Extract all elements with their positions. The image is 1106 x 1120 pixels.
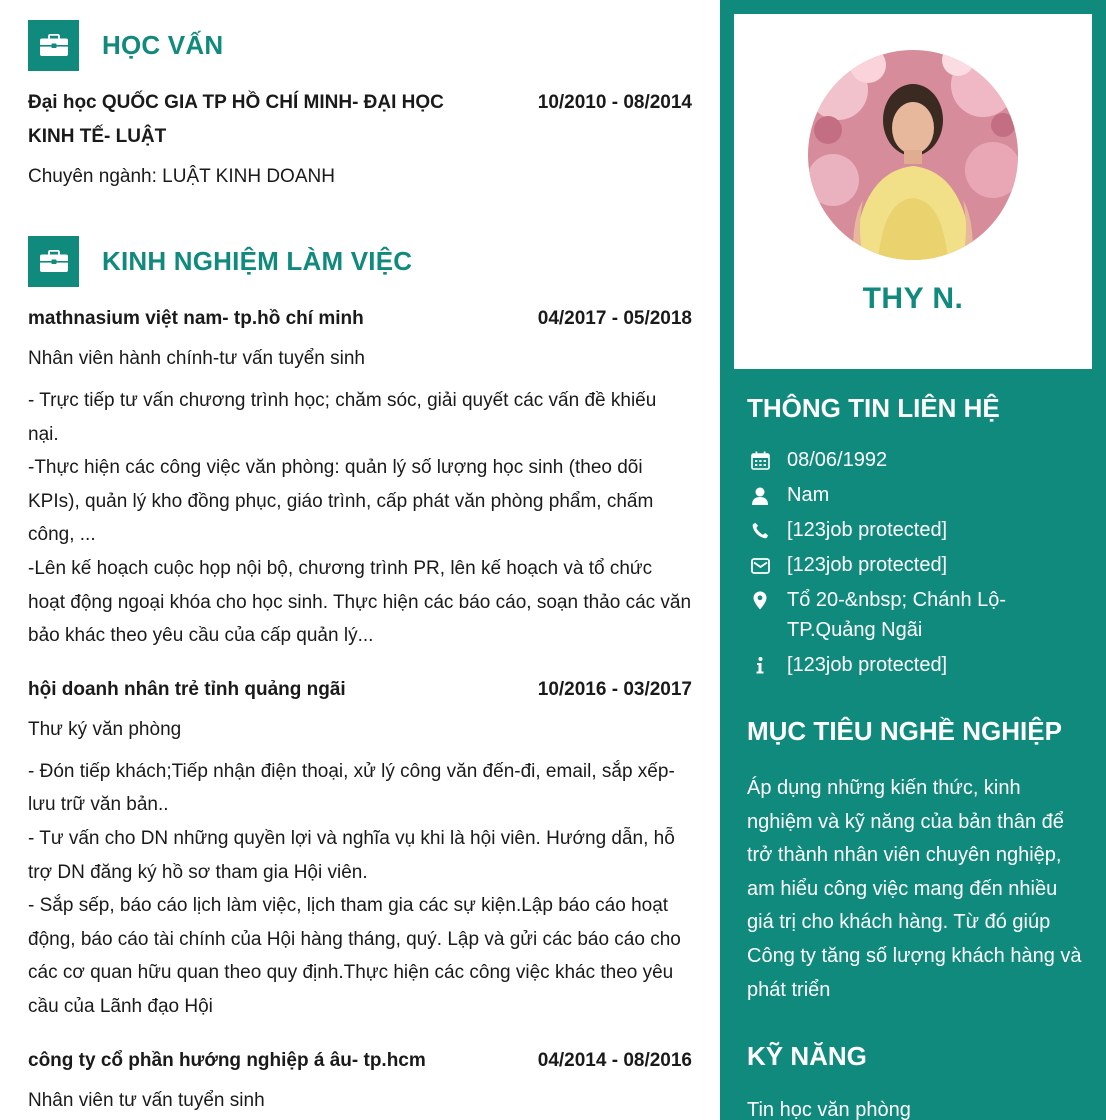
- user-icon: [750, 481, 770, 510]
- profile-card: [734, 14, 1092, 369]
- contact-item-email: [750, 551, 1090, 581]
- education-date: 10/2010 - 08/2014: [537, 92, 692, 113]
- contact-item-phone: [750, 516, 1090, 546]
- experience-company: công ty cổ phần hướng nghiệp á âu- tp.hcm: [28, 1049, 426, 1071]
- envelope-icon: [750, 551, 770, 580]
- experience-header: [28, 229, 692, 293]
- contact-list: [750, 446, 1090, 686]
- experience-title: KINH NGHIỆM LÀM VIỆC: [102, 245, 413, 276]
- info-icon: [750, 651, 770, 680]
- avatar: [808, 50, 1018, 260]
- education-school: Đại học QUỐC GIA TP HỒ CHÍ MINH- ĐẠI HỌC KINH TẾ- LUẬT: [28, 92, 444, 147]
- experience-section: [28, 229, 692, 1118]
- experience-position: Thư ký văn phòng: [28, 718, 182, 740]
- experience-position: Nhân viên hành chính-tư vấn tuyển sinh: [28, 348, 365, 369]
- contact-info: [123job protected]: [787, 653, 948, 676]
- education-entry-head: [28, 86, 692, 154]
- experience-description: - Đón tiếp khách;Tiếp nhận điện thoại, xử lý công văn đến-đi, email, sắp xếp-lưu trữ văn bản.. - Tư vấn cho DN những quyền lợi và nghĩa vụ khi là hội viên. Hướng dẫn, hỗ trợ DN đăng ký hồ sơ tham gia Hội viên. - Sắp sếp, báo cáo lịch làm việc, lịch tham gia các sự kiện.Lập báo cáo hoạt động, báo cáo tài chính của Hội hàng tháng, quý. Lập và gửi các báo cáo cho các cơ quan hữu quan theo quy định.Thực hiện các công việc khác theo yêu cầu của Lãnh đạo Hội: [28, 760, 681, 1017]
- briefcase-icon: [28, 20, 79, 71]
- contact-phone: [123job protected]: [787, 519, 948, 541]
- experience-entry: [28, 673, 692, 1024]
- phone-icon: [750, 516, 770, 545]
- experience-position: Nhân viên tư vấn tuyển sinh: [28, 1089, 265, 1111]
- experience-entry-head: [28, 673, 692, 707]
- objective-text: Áp dụng những kiến thức, kinh nghiệm và kỹ năng của bản thân để trở thành nhân viên chuyên nghiệp, am hiểu công việc mang đến nhiều giá trị cho khách hàng. Từ đó giúp Công ty tăng số lượng khách hàng và phát triển: [747, 777, 1082, 1001]
- contact-item-info: [750, 651, 1090, 681]
- experience-date: 10/2016 - 03/2017: [537, 678, 692, 700]
- contact-item-address: [750, 586, 1090, 645]
- profile-name: THY N.: [862, 282, 964, 315]
- experience-entry: [28, 1044, 692, 1118]
- experience-entry: [28, 302, 692, 653]
- contact-title: THÔNG TIN LIÊN HỆ: [747, 393, 1000, 423]
- contact-birthday: 08/06/1992: [787, 449, 888, 471]
- skill-item: Tin học văn phòng: [747, 1099, 911, 1120]
- map-marker-icon: [750, 586, 770, 615]
- contact-email: [123job protected]: [787, 554, 948, 576]
- contact-address: Tổ 20-&nbsp; Chánh Lộ- TP.Quảng Ngãi: [787, 589, 1007, 641]
- sidebar: [720, 0, 1106, 1120]
- experience-entry-head: [28, 1044, 692, 1078]
- briefcase-icon: [28, 236, 79, 287]
- calendar-icon: [750, 446, 770, 475]
- experience-company: mathnasium việt nam- tp.hồ chí minh: [28, 308, 364, 329]
- experience-date: 04/2014 - 08/2016: [537, 1049, 692, 1071]
- education-major: Chuyên ngành: LUẬT KINH DOANH: [28, 166, 335, 187]
- objective-title: MỤC TIÊU NGHỀ NGHIỆP: [747, 716, 1062, 746]
- education-entry: [28, 86, 692, 194]
- experience-company: hội doanh nhân trẻ tỉnh quảng ngãi: [28, 678, 346, 700]
- education-title: HỌC VẤN: [102, 29, 224, 60]
- education-section: [28, 13, 692, 194]
- contact-gender: Nam: [787, 484, 830, 506]
- experience-date: 04/2017 - 05/2018: [537, 308, 692, 329]
- skills-title: KỸ NĂNG: [747, 1041, 867, 1071]
- experience-entry-head: [28, 302, 692, 336]
- contact-item-birthday: [750, 446, 1090, 476]
- contact-item-gender: [750, 481, 1090, 511]
- education-header: [28, 13, 692, 77]
- experience-description: - Trực tiếp tư vấn chương trình học; chăm sóc, giải quyết các vấn đề khiếu nại. -Thực hiện các công việc văn phòng: quản lý số lượng học sinh (theo dõi KPIs), quản lý kho đồng phục, giáo trình, cấp phát văn phòng phẩm, chấm công, ... -Lên kế hoạch cuộc họp nội bộ, chương trình PR, lên kế hoạch và tổ chức hoạt động ngoại khóa cho học sinh. Thực hiện các báo cáo, soạn thảo các văn bảo khác theo yêu cầu của cấp quản lý...: [28, 390, 692, 647]
